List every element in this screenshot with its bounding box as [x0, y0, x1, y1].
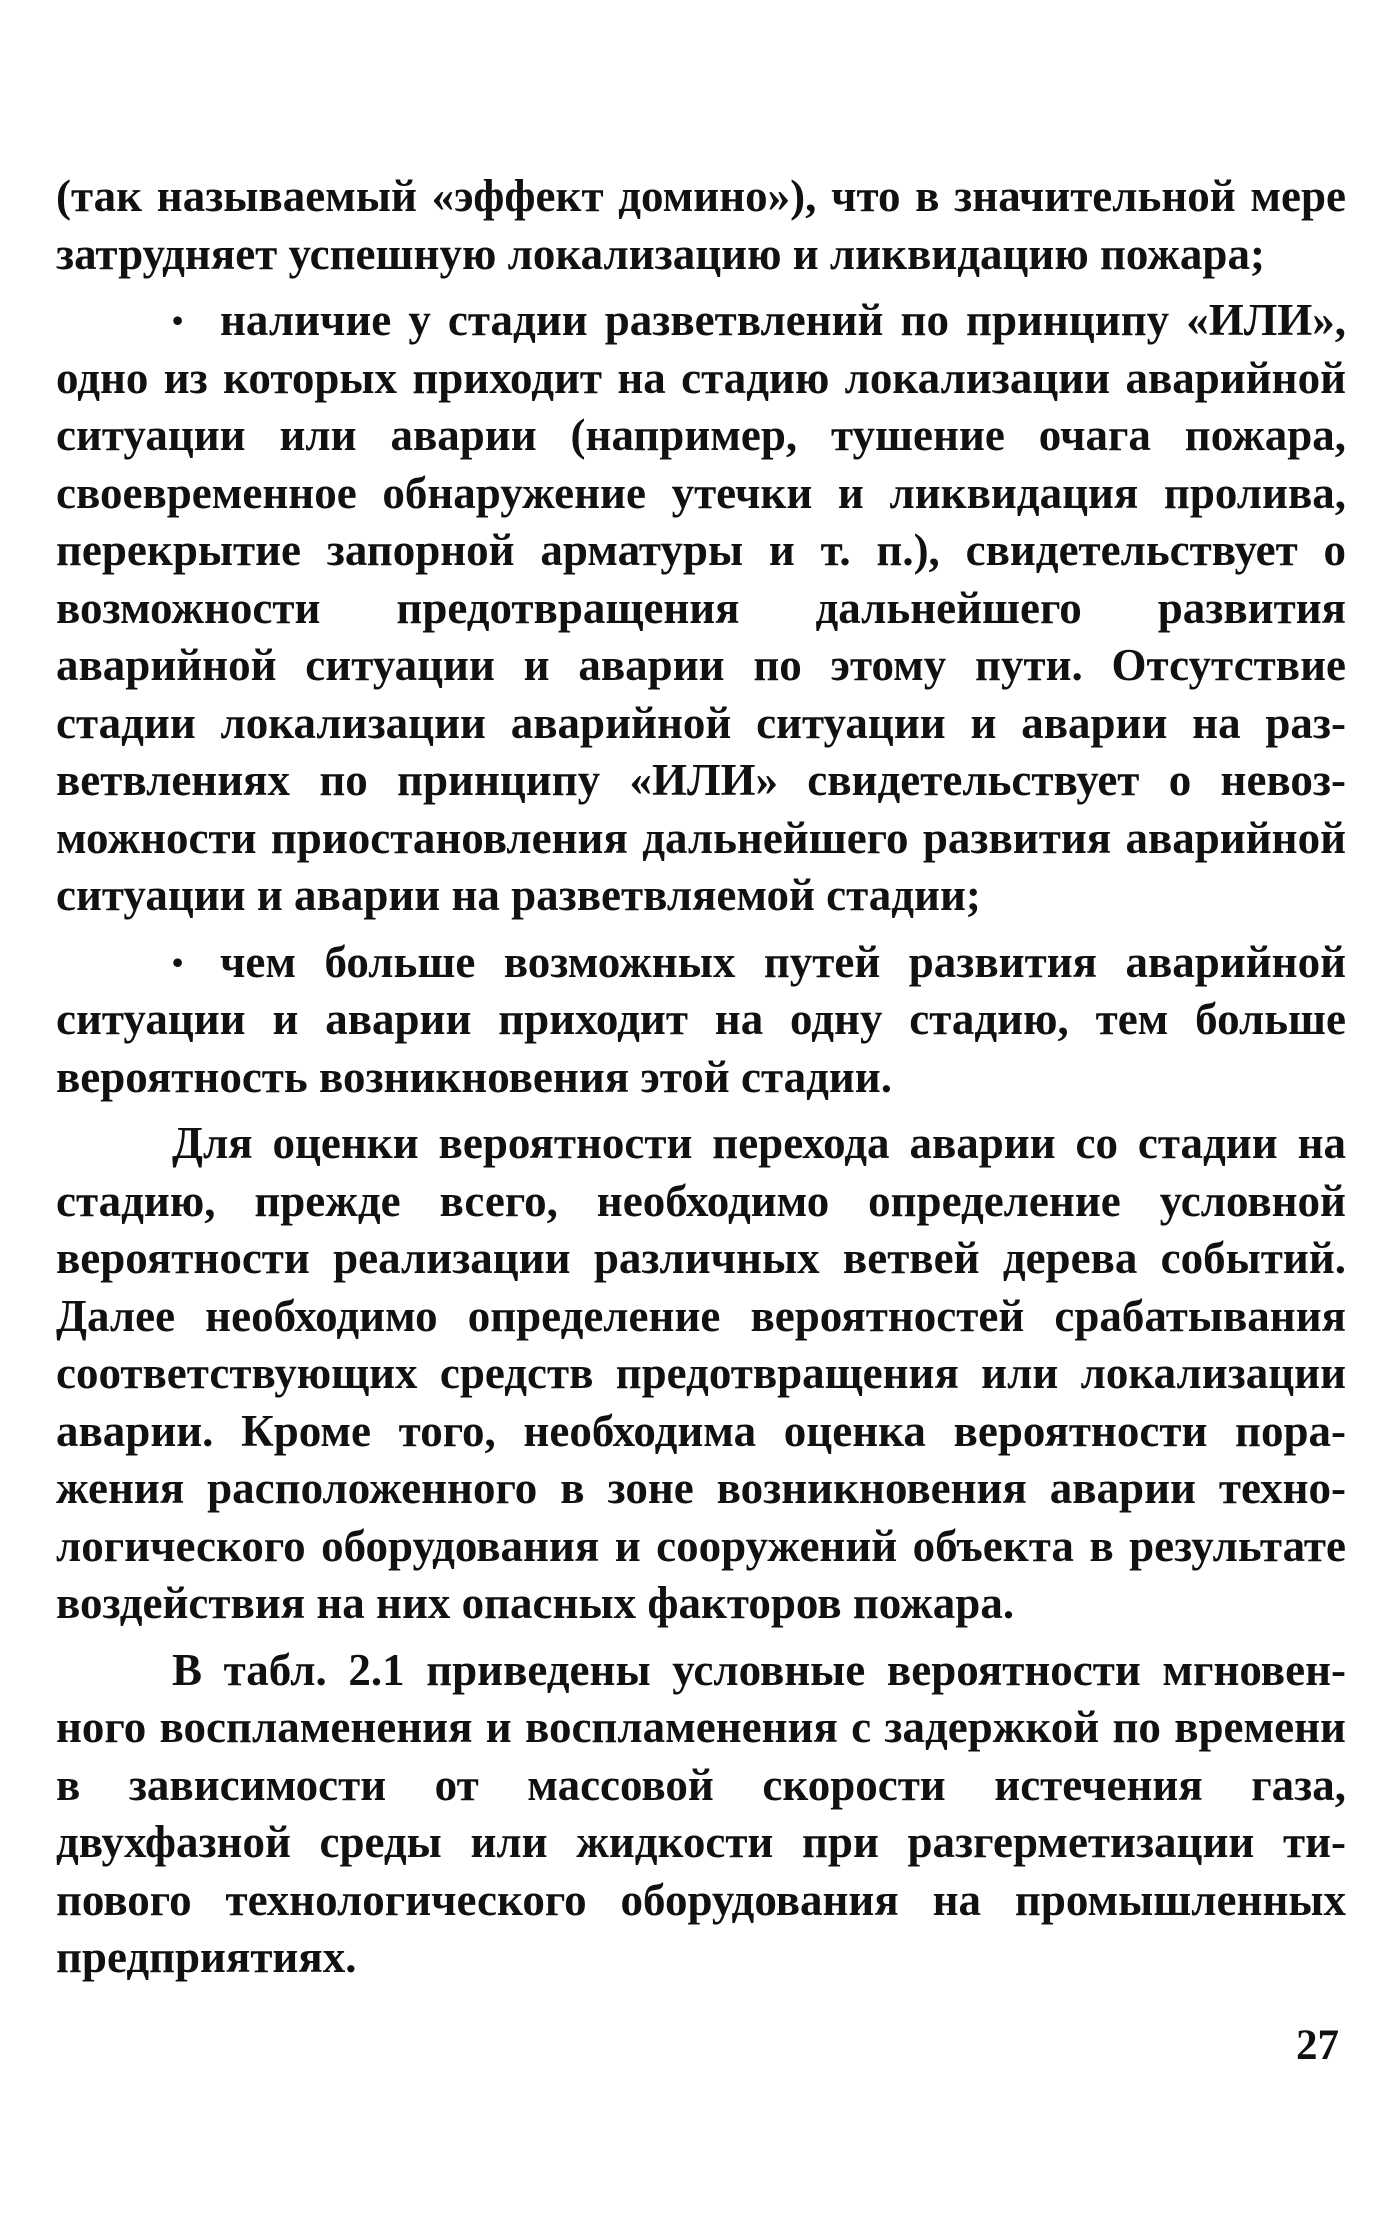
bullet-item-paths: [56, 934, 1346, 1107]
bullet-item-branching: [56, 292, 1346, 925]
bullet-icon: •: [172, 302, 184, 338]
bullet-text: чем больше возможных путей развития аварийной ситуации и аварии приходит на одну стадию, тем больше вероятность возникновения этой стадии.: [56, 936, 1346, 1102]
paragraph-probability-assessment: Для оценки вероятности перехода аварии со стадии на стадию, прежде всего, необходимо определение условной вероятности реализации различных ветвей дерева событий. Далее необходимо определение вероятностей срабатывания соответствующих средств предотвращения или локализации аварии. Кроме того, необходима оценка вероятности поражения расположенного в зоне возникновения аварии технологического оборудования и сооружений объекта в результате воздействия на них опасных факторов пожара.: [56, 1118, 1346, 1628]
bullet-text: наличие у стадии разветвлений по принципу «ИЛИ», одно из которых приходит на стадию локализации аварийной ситуации или аварии (например, тушение очага пожара, своевременное обнаружение утечки и ликвидация пролива, перекрытие запорной арматуры и т. п.), свидетельствует о возможности предотвращения дальнейшего развития аварийной ситуации и аварии по этому пути. Отсутствие стадии локализации аварийной ситуации и аварии на разветвлениях по принципу «ИЛИ» свидетельствует о невозможности приостановления дальнейшего развития аварийной ситуации и аварии на разветвляемой стадии;: [56, 295, 1346, 920]
bullet-icon: •: [172, 943, 184, 980]
paragraph-table-reference: В табл. 2.1 приведены условные вероятности мгновенного воспламенения и воспламенения с задержкой по времени в зависимости от массовой скорости истечения газа, двухфазной среды или жидкости при разгерметизации типового технологического оборудования на промышленных предприятиях.: [56, 1644, 1346, 1982]
page-number: 27: [1296, 2022, 1339, 2069]
paragraph-continuation: (так называемый «эффект домино»), что в значительной мере затрудняет успешную локализацию и ликвидацию пожара;: [56, 171, 1346, 279]
page-body: [56, 168, 1346, 1996]
